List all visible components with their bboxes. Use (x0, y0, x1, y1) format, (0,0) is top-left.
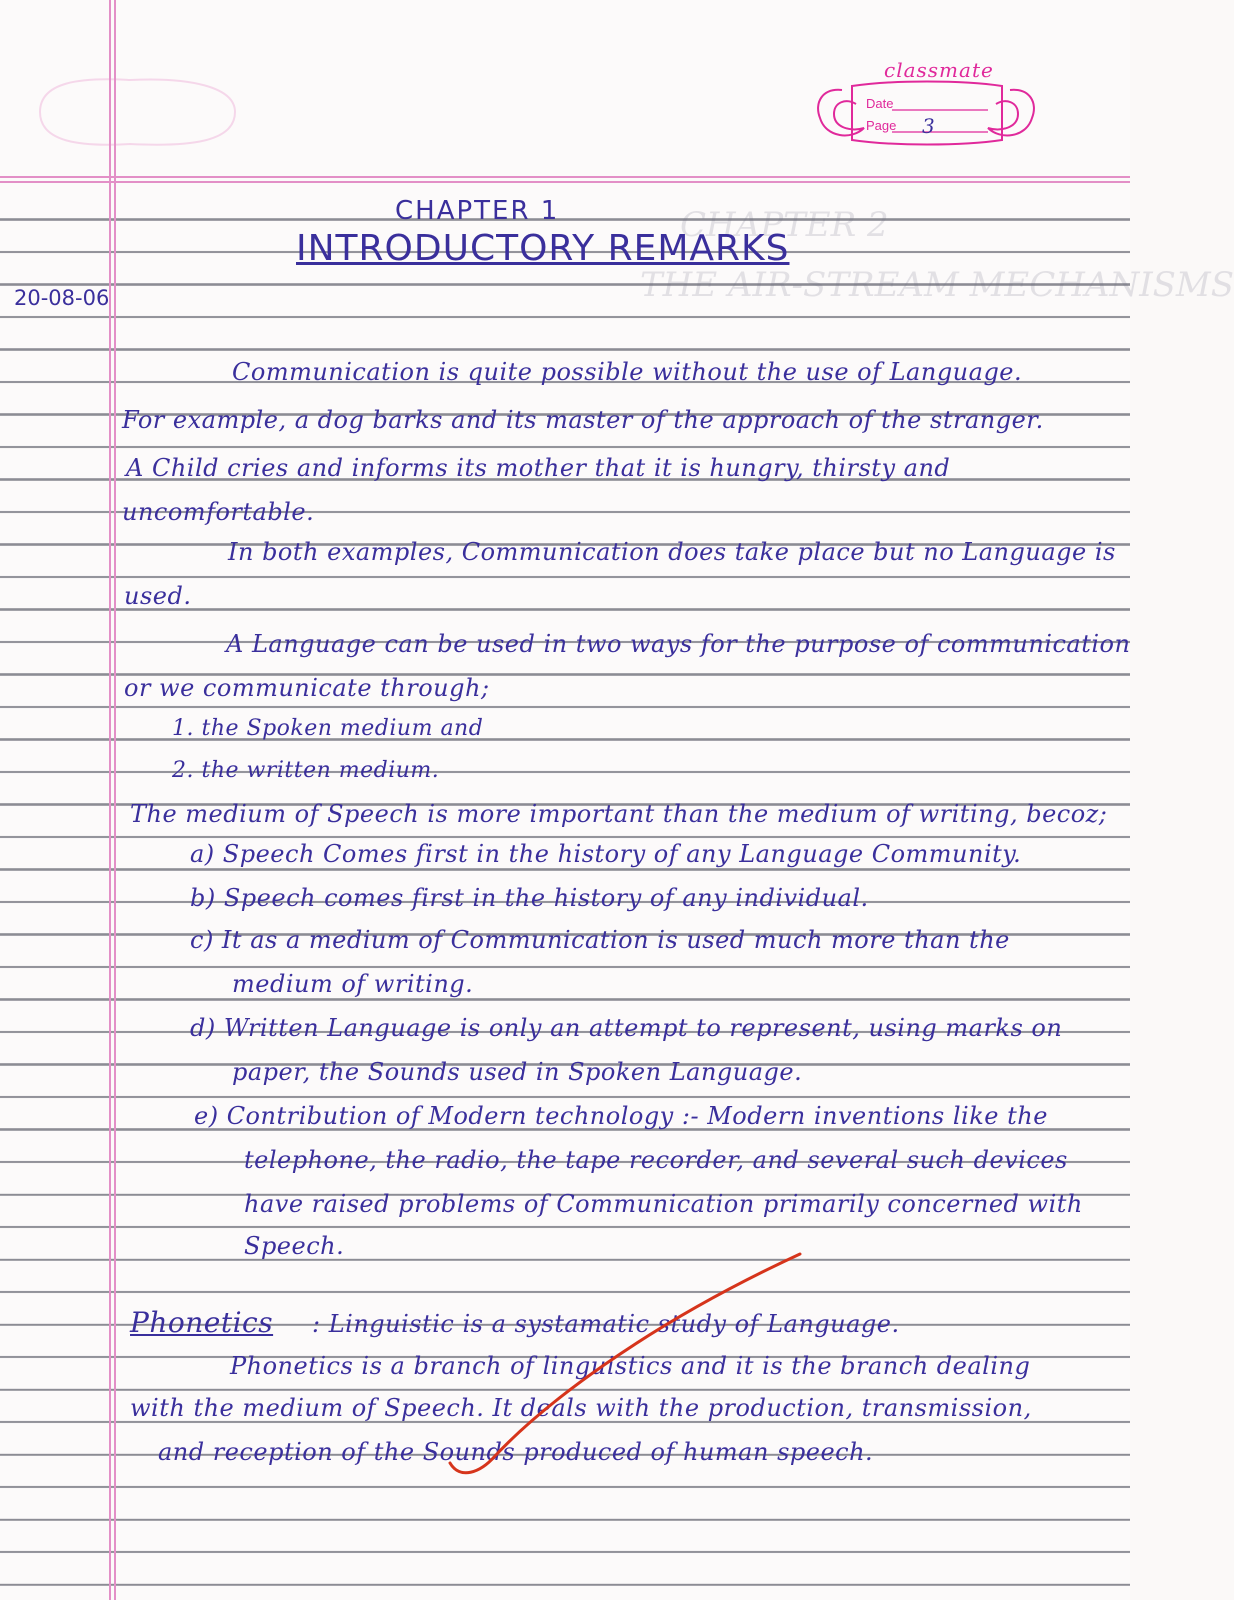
text-line: Phonetics is a branch of linguistics and it is the branch dealing (230, 1352, 1031, 1380)
entry-date: 20-08-06 (14, 286, 110, 310)
text-line: Communication is quite possible without the use of Language. (232, 358, 1023, 386)
text-line: e) Contribution of Modern technology :- Modern inventions like the (194, 1102, 1048, 1130)
text-line: c) It as a medium of Communication is used much more than the (190, 926, 1010, 954)
text-line: d) Written Language is only an attempt to represent, using marks on (190, 1014, 1063, 1042)
text-line: used. (124, 582, 192, 610)
text-line: paper, the Sounds used in Spoken Language. (232, 1058, 803, 1086)
chapter-title: INTRODUCTORY REMARKS (296, 228, 790, 269)
text-line: A Child cries and informs its mother that it is hungry, thirsty and (126, 454, 951, 482)
text-line: b) Speech comes first in the history of any individual. (190, 884, 869, 912)
text-line: have raised problems of Communication primarily concerned with (244, 1190, 1083, 1218)
text-line: Speech. (244, 1232, 345, 1260)
text-line: and reception of the Sounds produced of human speech. (158, 1438, 874, 1466)
text-line: 1. the Spoken medium and (172, 716, 484, 741)
text-line: The medium of Speech is more important than the medium of writing, becoz; (130, 800, 1108, 828)
text-line: For example, a dog barks and its master of the approach of the stranger. (122, 406, 1044, 434)
show-through-logo (20, 62, 250, 157)
show-through-text: THE AIR-STREAM MECHANISMS (640, 265, 1234, 305)
text-line: uncomfortable. (122, 498, 315, 526)
phonetics-definition: : Linguistic is a systamatic study of Language. (312, 1310, 900, 1338)
show-through-text: CHAPTER 2 (680, 205, 889, 245)
header-rule (0, 176, 1130, 178)
text-line: or we communicate through; (124, 674, 490, 702)
notebook-brand-stamp (812, 58, 1040, 158)
margin-rule (109, 0, 111, 1600)
teacher-check-mark (440, 1248, 820, 1488)
brand-name: classmate (884, 58, 994, 82)
date-label: Date (866, 96, 894, 111)
text-line: A Language can be used in two ways for the purpose of communication (226, 630, 1131, 658)
text-line: a) Speech Comes first in the history of any Language Community. (190, 840, 1022, 868)
text-line: medium of writing. (232, 970, 474, 998)
text-line: telephone, the radio, the tape recorder, and several such devices (244, 1146, 1068, 1174)
page-label: Page (866, 118, 897, 133)
text-line: In both examples, Communication does take place but no Language is (228, 538, 1116, 566)
header-rule (0, 181, 1130, 183)
margin-rule (114, 0, 116, 1600)
chapter-label: CHAPTER 1 (395, 196, 560, 226)
text-line: 2. the written medium. (172, 758, 440, 783)
page-number: 3 (922, 114, 935, 138)
phonetics-heading: Phonetics (130, 1306, 274, 1339)
text-line: with the medium of Speech. It deals with the production, transmission, (130, 1394, 1032, 1422)
